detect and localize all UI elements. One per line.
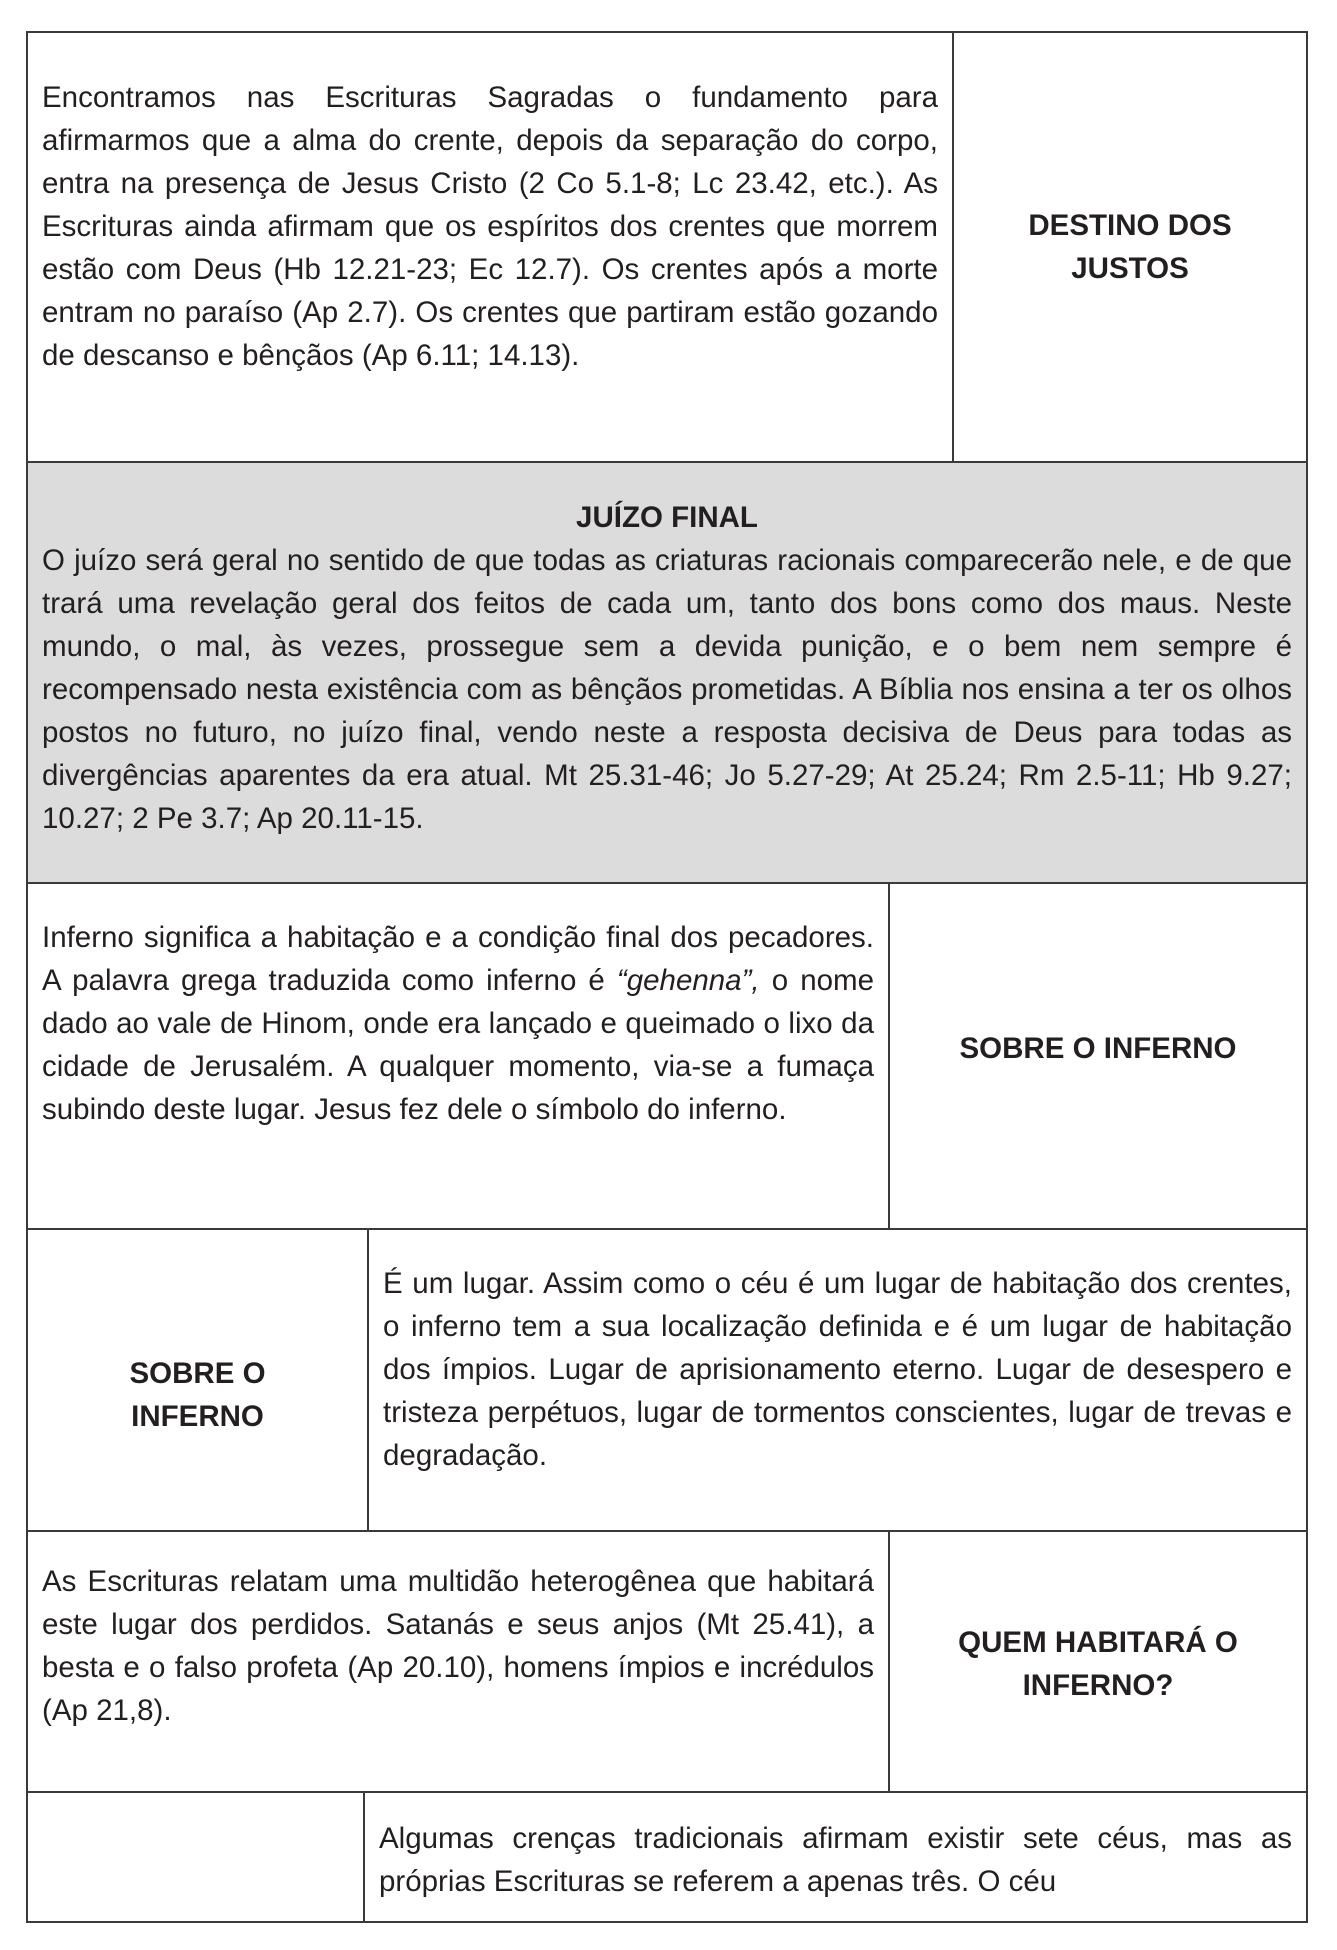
juizo-text: O juízo será geral no sentido de que todas as criaturas racionais comparecerão nele, e de que trará uma revelação geral dos feitos de cada um, tanto dos bons como dos maus. Neste mundo, o mal, às vezes, prossegue sem a devida punição, e o bem nem sempre é recompensado nesta existência com as bênçãos prometidas. A Bíblia nos ensina a ter os olhos postos no futuro, no juízo final, vendo neste a resposta decisiva de Deus para todas as divergências aparentes da era atual. Mt 25.31-46; Jo 5.27-29; At 25.24; Rm 2.5-11; Hb 9.27; 10.27; 2 Pe 3.7; Ap 20.11-15. xyxy=(42,544,1292,835)
destino-heading-cell xyxy=(952,33,1306,461)
inferno1-heading: SOBRE O INFERNO xyxy=(959,1031,1237,1065)
habitara-text: As Escrituras relatam uma multidão heterogênea que habitará este lugar dos perdidos. Satanás e seus anjos (Mt 25.41), a besta e o falso profeta (Ap 20.10), homens ímpios e incrédulos (Ap 21,8). xyxy=(42,1565,874,1727)
inferno1-heading-cell xyxy=(888,884,1306,1228)
inferno1-text-cell xyxy=(28,884,888,1228)
inferno2-heading-cell xyxy=(28,1230,369,1530)
row-destino-dos-justos xyxy=(26,31,1308,463)
destino-text-cell xyxy=(28,33,952,461)
inferno2-text-cell xyxy=(369,1230,1306,1530)
destino-text: Encontramos nas Escrituras Sagradas o fundamento para afirmarmos que a alma do crente, depois da separação do corpo, entra na presença de Jesus Cristo (2 Co 5.1-8; Lc 23.42, etc.). As Escrituras ainda afirmam que os espíritos dos crentes que morrem estão com Deus (Hb 12.21-23; Ec 12.7). Os crentes após a morte entram no paraíso (Ap 2.7). Os crentes que partiram estão gozando de descanso e bênçãos (Ap 6.11; 14.13). xyxy=(42,81,938,372)
habitara-text-cell xyxy=(28,1532,888,1791)
habitara-heading-cell xyxy=(888,1532,1306,1791)
juizo-title: JUÍZO FINAL xyxy=(576,501,758,534)
row-sobre-o-inferno-1 xyxy=(26,884,1308,1230)
row-sobre-o-inferno-2 xyxy=(26,1230,1308,1532)
inferno2-heading: SOBRE O INFERNO xyxy=(129,1357,266,1433)
inferno1-text: Inferno significa a habitação e a condição final dos pecadores. A palavra grega traduzida como inferno é “gehenna”, o nome dado ao vale de Hinom, onde era lançado e queimado o lixo da cidade de Jerusalém. A qualquer momento, via-se a fumaça subindo deste lugar. Jesus fez dele o símbolo do inferno. xyxy=(42,921,874,1126)
ceus-empty-cell xyxy=(28,1793,365,1921)
inferno2-text: É um lugar. Assim como o céu é um lugar de habitação dos crentes, o inferno tem a sua localização definida e é um lugar de habitação dos ímpios. Lugar de aprisionamento eterno. Lugar de desespero e tristeza perpétuos, lugar de tormentos conscientes, lugar de trevas e degradação. xyxy=(383,1267,1292,1472)
row-juizo-final xyxy=(26,463,1308,884)
ceus-text-cell xyxy=(365,1793,1306,1921)
study-table xyxy=(26,31,1308,1923)
habitara-heading: QUEM HABITARÁ O INFERNO? xyxy=(958,1625,1238,1702)
row-quem-habitara xyxy=(26,1532,1308,1793)
ceus-text: Algumas crenças tradicionais afirmam existir sete céus, mas as próprias Escrituras se referem a apenas três. O céu xyxy=(379,1822,1292,1898)
destino-heading: DESTINO DOS JUSTOS xyxy=(1028,209,1232,285)
row-ceus xyxy=(26,1793,1308,1923)
